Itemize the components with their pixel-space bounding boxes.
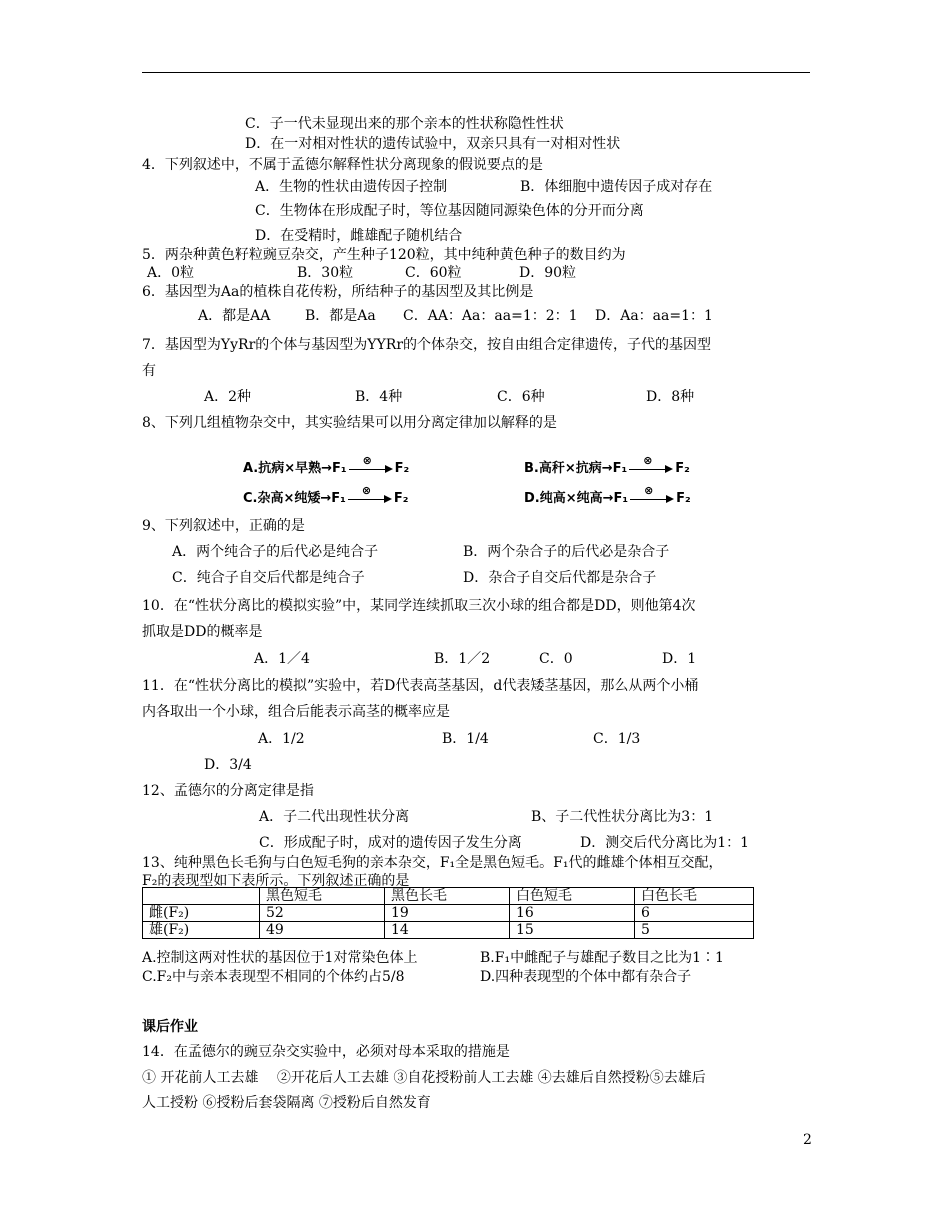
q5-option-c: C．60粒	[405, 265, 462, 281]
q6-option-d: D．Aa：aa=1：1	[595, 308, 713, 324]
q5-option-d: D．90粒	[519, 265, 577, 281]
q14-options-cont: 人工授粉 ⑥授粉后套袋隔离 ⑦授粉后自然发育	[142, 1095, 431, 1111]
table-cell: 19	[385, 905, 510, 922]
q6-option-a: A．都是AA	[198, 308, 271, 324]
q7-option-a: A．2种	[204, 389, 252, 405]
q12-option-d: D．测交后代分离比为1：1	[580, 835, 750, 851]
f2-phenotype-table	[142, 887, 754, 939]
q6-stem: 6．基因型为Aa的植株自花传粉，所结种子的基因型及其比例是	[142, 284, 534, 300]
q9-option-a: A．两个纯合子的后代必是纯合子	[172, 544, 379, 560]
q7-stem-cont: 有	[142, 363, 156, 379]
cross-d-text: D.纯高×纯高→F₁	[524, 491, 629, 506]
q14-options: ① 开花前人工去雄 ②开花后人工去雄 ③自花授粉前人工去雄 ④去雄后自然授粉⑤去雄后	[142, 1070, 706, 1086]
q9-option-c: C．纯合子自交后代都是纯合子	[172, 570, 365, 586]
q12-option-a: A．子二代出现性状分离	[259, 809, 410, 825]
q11-option-b: B．1/4	[442, 731, 489, 747]
table-cell: 14	[385, 922, 510, 939]
q13-option-a: A.控制这两对性状的基因位于1对常染色体上	[142, 950, 418, 966]
table-cell: 雄(F₂)	[143, 922, 260, 939]
q10-option-c: C．0	[539, 651, 573, 667]
q8-cross-c	[243, 483, 409, 508]
table-header-cell: 黑色短毛	[260, 888, 385, 905]
table-cell: 49	[260, 922, 385, 939]
self-cross-symbol: ⊗	[644, 483, 654, 497]
q10-option-b: B．1／2	[434, 651, 491, 667]
cross-b-text: B.高秆×抗病→F₁	[524, 461, 628, 476]
q3-option-d: D．在一对相对性状的遗传试验中，双亲只具有一对相对性状	[245, 136, 621, 152]
table-row	[143, 922, 754, 939]
q11-option-a: A．1/2	[258, 731, 305, 747]
self-cross-symbol: ⊗	[362, 453, 372, 467]
q4-option-d: D．在受精时，雌雄配子随机结合	[255, 228, 463, 244]
q12-option-b: B、子二代性状分离比为3：1	[531, 809, 714, 825]
q9-option-d: D．杂合子自交后代都是杂合子	[463, 570, 657, 586]
q7-option-c: C．6种	[497, 389, 545, 405]
q8-stem: 8、下列几组植物杂交中，其实验结果可以用分离定律加以解释的是	[142, 415, 557, 431]
table-header-cell: 白色长毛	[635, 888, 754, 905]
arrow-icon	[630, 483, 674, 504]
q10-option-d: D．1	[662, 651, 697, 667]
cross-c-text: C.杂高×纯矮→F₁	[243, 491, 346, 506]
cross-a-text: A.抗病×早熟→F₁	[243, 461, 347, 476]
table-cell: 16	[510, 905, 635, 922]
table-cell: 6	[635, 905, 754, 922]
q12-stem: 12、孟德尔的分离定律是指	[142, 783, 314, 799]
q10-option-a: A．1／4	[254, 651, 310, 667]
q13-option-c: C.F₂中与亲本表现型不相同的个体约占5/8	[142, 969, 405, 985]
cross-a-end: F₂	[394, 461, 410, 476]
q11-option-c: C．1/3	[593, 731, 641, 747]
page-number: 2	[803, 1132, 812, 1148]
q13-option-b: B.F₁中雌配子与雄配子数目之比为1∶1	[480, 950, 724, 966]
q13-stem: 13、纯种黑色长毛狗与白色短毛狗的亲本杂交，F₁全是黑色短毛。F₁代的雌雄个体相互交配，	[142, 855, 723, 871]
arrow-icon	[629, 453, 673, 474]
q5-stem: 5．两杂种黄色籽粒豌豆杂交，产生种子120粒，其中纯种黄色种子的数目约为	[142, 247, 626, 263]
q13-stem-cont: F₂的表现型如下表所示。下列叙述正确的是	[142, 873, 410, 889]
q9-option-b: B．两个杂合子的后代必是杂合子	[463, 544, 670, 560]
table-header-cell: 白色短毛	[510, 888, 635, 905]
header-rule	[142, 72, 810, 73]
q7-option-b: B．4种	[355, 389, 403, 405]
q6-option-c: C．AA：Aa：aa=1：2：1	[403, 308, 578, 324]
q12-option-c: C．形成配子时，成对的遗传因子发生分离	[259, 835, 522, 851]
table-header-row	[143, 888, 754, 905]
q8-cross-a	[243, 453, 410, 478]
cross-b-end: F₂	[675, 461, 690, 476]
q4-stem: 4．下列叙述中，不属于孟德尔解释性状分离现象的假说要点的是	[142, 157, 543, 173]
q5-option-b: B．30粒	[297, 265, 354, 281]
q10-stem: 10．在“性状分离比的模拟实验”中，某同学连续抓取三次小球的组合都是DD，则他第4次	[142, 598, 696, 614]
q13-option-d: D.四种表现型的个体中都有杂合子	[480, 969, 692, 985]
arrow-icon	[349, 453, 393, 474]
q14-stem: 14．在孟德尔的豌豆杂交实验中，必须对母本采取的措施是	[142, 1044, 510, 1060]
q11-stem-cont: 内各取出一个小球，组合后能表示高茎的概率应是	[142, 704, 450, 720]
q5-option-a: A．0粒	[147, 265, 195, 281]
table-row	[143, 905, 754, 922]
cross-d-end: F₂	[676, 491, 691, 506]
arrow-icon	[348, 483, 392, 504]
q4-option-a: A．生物的性状由遗传因子控制	[255, 179, 448, 195]
table-cell: 5	[635, 922, 754, 939]
q11-option-d: D．3/4	[204, 757, 252, 773]
self-cross-symbol: ⊗	[361, 483, 372, 497]
table-cell: 15	[510, 922, 635, 939]
homework-heading: 课后作业	[142, 1019, 198, 1035]
table-cell: 雌(F₂)	[143, 905, 260, 922]
q6-option-b: B．都是Aa	[305, 308, 376, 324]
q4-option-b: B．体细胞中遗传因子成对存在	[520, 179, 713, 195]
q8-cross-d	[524, 483, 691, 508]
q10-stem-cont: 抓取是DD的概率是	[142, 624, 263, 640]
q8-cross-b	[524, 453, 690, 478]
cross-c-end: F₂	[393, 491, 409, 506]
q11-stem: 11．在“性状分离比的模拟”实验中，若D代表高茎基因，d代表矮茎基因，那么从两个小桶	[142, 678, 699, 694]
table-cell: 52	[260, 905, 385, 922]
table-header-cell	[143, 888, 260, 905]
table-header-cell: 黑色长毛	[385, 888, 510, 905]
q7-stem: 7．基因型为YyRr的个体与基因型为YYRr的个体杂交，按自由组合定律遗传，子代的基因型	[142, 337, 712, 353]
q3-option-c: C．子一代未显现出来的那个亲本的性状称隐性性状	[245, 116, 564, 132]
q4-option-c: C．生物体在形成配子时，等位基因随同源染色体的分开而分离	[255, 203, 644, 219]
q7-option-d: D．8种	[646, 389, 695, 405]
q9-stem: 9、下列叙述中，正确的是	[142, 518, 305, 534]
self-cross-symbol: ⊗	[643, 453, 653, 467]
